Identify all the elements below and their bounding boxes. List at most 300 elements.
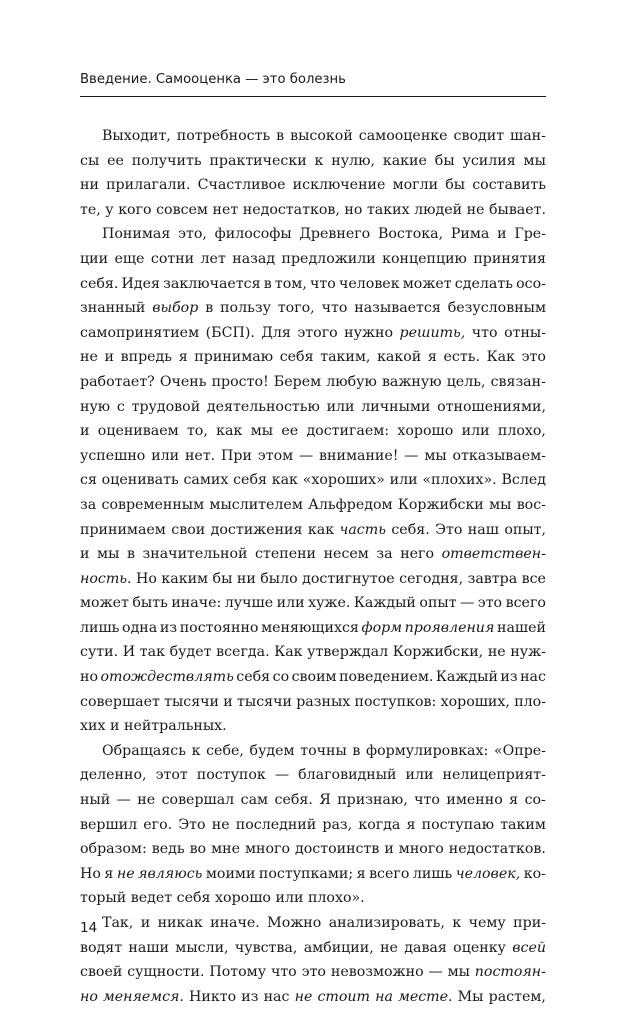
text-line xyxy=(80,690,546,715)
word: за xyxy=(376,546,393,563)
word: — xyxy=(404,447,419,464)
text-line xyxy=(80,542,546,567)
word: Коржибски xyxy=(397,496,484,513)
word: достижения xyxy=(210,521,303,538)
word: «хороших» xyxy=(302,472,385,489)
word: самооценке xyxy=(358,128,448,144)
word: хороших, xyxy=(440,693,510,710)
word: высокой xyxy=(290,128,353,144)
text-line xyxy=(80,886,546,911)
text-line xyxy=(80,788,546,813)
word: бы xyxy=(212,570,233,587)
word: том, xyxy=(274,275,307,292)
word: — xyxy=(428,964,443,981)
word: достоинств xyxy=(295,841,380,858)
word: несем xyxy=(323,546,369,563)
word: наши xyxy=(128,939,169,956)
word: бы xyxy=(434,152,455,169)
word: безусловным xyxy=(447,300,546,317)
word: называется xyxy=(354,300,441,317)
word: ни xyxy=(236,570,256,587)
word: со xyxy=(272,669,290,686)
word: не xyxy=(211,816,230,833)
body-text xyxy=(80,124,546,1009)
word: этот xyxy=(155,767,188,784)
word: ведь xyxy=(151,841,185,858)
word: нейтральных. xyxy=(124,718,227,735)
italic-word: не xyxy=(116,865,135,882)
word: то, xyxy=(186,423,208,440)
italic-word: являюсь xyxy=(138,865,203,882)
word: я xyxy=(406,816,416,833)
word: поступаю xyxy=(421,816,495,833)
word: что xyxy=(471,324,498,341)
word: давая xyxy=(404,939,447,956)
word: раз, xyxy=(322,816,353,833)
word: себя xyxy=(279,349,314,366)
word: лишь xyxy=(412,865,453,882)
italic-word: проявления xyxy=(404,619,495,636)
word: я xyxy=(356,865,366,882)
text-line xyxy=(80,911,546,936)
text-line xyxy=(80,739,546,764)
word: концепцию xyxy=(382,250,467,267)
word: мысли, xyxy=(175,939,229,956)
word: получить xyxy=(131,152,202,169)
word: в xyxy=(276,128,285,144)
word: философы xyxy=(214,226,292,243)
word: может xyxy=(402,275,452,292)
italic-word: ность. xyxy=(80,570,132,587)
word: но xyxy=(80,669,98,686)
word: Альфредом xyxy=(308,496,393,513)
text-line xyxy=(80,936,546,961)
word: я xyxy=(509,792,519,809)
word: — xyxy=(460,595,475,612)
word: ее xyxy=(107,152,124,169)
word: всегда. xyxy=(216,644,270,661)
word: Как xyxy=(274,644,303,661)
word: как xyxy=(271,472,298,489)
word: таким xyxy=(500,816,546,833)
word: мыслителем xyxy=(209,496,303,513)
word: Но xyxy=(80,865,101,882)
word: этом xyxy=(257,447,294,464)
text-line xyxy=(80,395,546,420)
text-line xyxy=(80,321,546,346)
word: в xyxy=(263,275,272,292)
word: и xyxy=(223,693,233,710)
word: Это xyxy=(178,816,206,833)
word: нас xyxy=(263,988,290,1005)
word: недостатков. xyxy=(448,841,546,858)
word: мы xyxy=(447,964,470,981)
word: какой xyxy=(377,349,422,366)
word: когда xyxy=(358,816,401,833)
word: опыт xyxy=(419,595,457,612)
word: работает? xyxy=(80,373,155,390)
word: чувства, xyxy=(234,939,298,956)
word: лучше xyxy=(224,595,274,612)
word: те, xyxy=(80,201,101,218)
text-line xyxy=(80,518,546,543)
word: Выходит, xyxy=(102,128,171,144)
word: своим xyxy=(291,669,337,686)
text-line xyxy=(80,198,546,223)
word: Каждый xyxy=(435,669,498,686)
word: со- xyxy=(524,792,546,809)
word: лишь xyxy=(80,619,120,636)
word: из xyxy=(500,669,518,686)
word: исключение xyxy=(292,177,386,194)
word: и xyxy=(110,718,120,735)
word: иначе: xyxy=(171,595,222,612)
word: таких xyxy=(366,201,410,218)
word: успешно xyxy=(80,447,146,464)
word: лет xyxy=(200,250,226,267)
word: утверждал xyxy=(307,644,389,661)
word: сегодня, xyxy=(399,570,464,587)
word: того, xyxy=(277,300,315,317)
word: самопринятием xyxy=(80,324,200,341)
word: ся xyxy=(80,472,97,489)
word: с xyxy=(116,398,125,415)
text-line xyxy=(80,247,546,272)
word: Идея xyxy=(121,275,160,292)
word: я xyxy=(427,349,437,366)
word: тысячи xyxy=(237,693,292,710)
italic-word: ответствен- xyxy=(441,546,546,563)
word: есть. xyxy=(443,349,480,366)
text-line xyxy=(80,837,546,862)
word: важную xyxy=(381,373,442,390)
word: Вслед xyxy=(501,472,546,489)
word: ную xyxy=(80,398,111,415)
word: Потому xyxy=(209,964,267,981)
italic-word: часть xyxy=(339,521,386,538)
word: Никто xyxy=(189,988,237,1005)
word: или xyxy=(275,890,304,907)
word: Понимая xyxy=(102,226,171,243)
word: себя. xyxy=(274,792,313,809)
word: пло- xyxy=(514,693,546,710)
word: мы xyxy=(250,423,274,440)
word: иначе. xyxy=(210,915,260,931)
word: торый xyxy=(80,890,127,907)
word: И xyxy=(122,644,136,661)
word: за xyxy=(80,496,97,513)
word: ко- xyxy=(523,865,546,882)
text-line xyxy=(80,493,546,518)
word: отны- xyxy=(504,324,546,341)
word: так xyxy=(139,644,165,661)
text-line xyxy=(80,272,546,297)
word: При xyxy=(221,447,252,464)
text-line xyxy=(80,960,546,985)
word: одна xyxy=(122,619,158,636)
word: сотни xyxy=(150,250,195,267)
word: амбиции, xyxy=(303,939,374,956)
word: точны xyxy=(300,742,347,759)
word: благовидный xyxy=(298,767,397,784)
word: людей xyxy=(414,201,463,218)
word: таким, xyxy=(320,349,371,366)
word: всего xyxy=(505,595,546,612)
running-header-title: Введение. Самооценка — это болезнь xyxy=(80,72,346,87)
word: оценку xyxy=(453,939,506,956)
word: сы xyxy=(80,152,100,169)
word: во xyxy=(189,841,207,858)
word: отношениями, xyxy=(437,398,546,415)
word: Это xyxy=(435,521,463,538)
word: совсем xyxy=(156,201,208,218)
text-line xyxy=(80,345,546,370)
text-line xyxy=(80,370,546,395)
word: Счастливое xyxy=(197,177,286,194)
word: образом: xyxy=(80,841,147,858)
word: в xyxy=(352,742,361,759)
word: совершает xyxy=(80,693,160,710)
text-line xyxy=(80,763,546,788)
word: не xyxy=(487,644,506,661)
word: Для xyxy=(261,324,291,341)
word: «плохих». xyxy=(422,472,497,489)
word: могли xyxy=(392,177,439,194)
word: поступками; xyxy=(258,865,354,882)
word: прилагали. xyxy=(106,177,191,194)
italic-word: стоит xyxy=(317,988,370,1005)
word: из xyxy=(241,988,259,1005)
word: впредь xyxy=(120,349,173,366)
word: любую xyxy=(326,373,377,390)
text-line xyxy=(80,296,546,321)
word: это xyxy=(521,349,546,366)
word: ни xyxy=(80,177,99,194)
italic-word: но xyxy=(80,988,98,1005)
word: хорошо xyxy=(215,890,271,907)
word: пользу xyxy=(220,300,271,317)
word: или xyxy=(326,398,355,415)
word: как xyxy=(216,423,243,440)
word: Я xyxy=(319,792,331,809)
word: Так, xyxy=(102,915,134,931)
word: может xyxy=(80,595,129,612)
word: что xyxy=(310,275,336,292)
word: и xyxy=(104,349,114,366)
text-line xyxy=(80,468,546,493)
page-number: 14 xyxy=(80,920,98,936)
text-line xyxy=(80,124,546,149)
word: и xyxy=(384,841,394,858)
italic-word: решить, xyxy=(399,324,466,341)
word: к xyxy=(314,152,324,169)
word: мы xyxy=(523,152,546,169)
word: из xyxy=(159,619,178,636)
word: этого xyxy=(297,324,338,341)
text-line xyxy=(80,173,546,198)
word: и xyxy=(497,226,507,243)
italic-word: форм xyxy=(361,619,402,636)
word: принимаю xyxy=(194,349,274,366)
word: невозможно xyxy=(330,964,424,981)
word: признаю, xyxy=(337,792,408,809)
text-line xyxy=(80,640,546,665)
word: разных xyxy=(296,693,351,710)
word: нелицеприят- xyxy=(442,767,546,784)
word: деленно, xyxy=(80,767,147,784)
word: хих xyxy=(80,718,106,735)
word: свои xyxy=(171,521,206,538)
italic-word: постоян- xyxy=(474,964,546,981)
word: и xyxy=(80,546,90,563)
text-line xyxy=(80,813,546,838)
word: самих xyxy=(183,472,229,489)
word: Рима xyxy=(450,226,490,243)
word: назад xyxy=(232,250,276,267)
word: быть xyxy=(132,595,168,612)
word: его. xyxy=(143,816,173,833)
word: шан- xyxy=(510,128,546,144)
word: бывает. xyxy=(488,201,547,218)
text-line xyxy=(80,862,546,887)
word: него xyxy=(400,546,435,563)
word: оцениваем xyxy=(97,423,179,440)
text-line xyxy=(80,714,546,739)
word: Гре- xyxy=(514,226,546,243)
word: себя xyxy=(236,669,271,686)
word: личными xyxy=(361,398,431,415)
word: себя xyxy=(233,472,267,489)
word: формулировках: xyxy=(366,742,489,759)
word: меняющихся xyxy=(261,619,359,636)
word: вершил xyxy=(80,816,138,833)
word: мы xyxy=(489,496,512,513)
word: Коржибски, xyxy=(392,644,484,661)
word: как xyxy=(307,521,335,538)
word: человек xyxy=(338,275,400,292)
word: Очень xyxy=(159,373,207,390)
header-rule xyxy=(80,96,546,97)
word: к xyxy=(191,742,201,759)
italic-word: выбор xyxy=(152,300,199,317)
italic-word: месте. xyxy=(398,988,453,1005)
word: себя. xyxy=(391,521,430,538)
word: себя xyxy=(176,890,211,907)
word: что xyxy=(270,964,297,981)
word: не xyxy=(137,792,156,809)
word: нет. xyxy=(184,447,216,464)
word: не xyxy=(380,939,398,956)
word: связан- xyxy=(490,373,546,390)
word: опыт, xyxy=(504,521,546,538)
word: к xyxy=(452,915,462,931)
word: оценивать xyxy=(101,472,179,489)
word: анализировать, xyxy=(328,915,445,931)
word: степени xyxy=(255,546,317,563)
word: нуж- xyxy=(510,644,546,661)
word: Каждый xyxy=(353,595,416,612)
word: трудовой xyxy=(131,398,201,415)
word: ведет xyxy=(130,890,173,907)
word: (БСП). xyxy=(205,324,255,341)
word: завтра xyxy=(467,570,518,587)
word: своей xyxy=(80,964,123,981)
word: вос- xyxy=(516,496,546,513)
word: нужно xyxy=(344,324,394,341)
word: водят xyxy=(80,939,123,956)
word: или xyxy=(405,767,434,784)
word: мы xyxy=(424,447,447,464)
word: плохо, xyxy=(497,423,546,440)
word: я xyxy=(104,865,114,882)
word: себя. xyxy=(80,275,119,292)
word: Обращаясь xyxy=(102,742,186,759)
word: будем xyxy=(249,742,295,759)
italic-word: всей xyxy=(512,939,546,956)
word: это xyxy=(301,964,326,981)
word: мне xyxy=(211,841,240,858)
word: при- xyxy=(513,915,546,931)
word: — xyxy=(116,792,131,809)
text-line xyxy=(80,149,546,174)
word: отказываем- xyxy=(452,447,546,464)
word: или xyxy=(461,423,490,440)
word: Но xyxy=(136,570,157,587)
word: кого xyxy=(118,201,152,218)
word: деятельностью xyxy=(206,398,320,415)
word: это, xyxy=(178,226,207,243)
word: Можно xyxy=(267,915,322,931)
word: сделать xyxy=(454,275,513,292)
word: это xyxy=(477,595,503,612)
word: хуже. xyxy=(308,595,351,612)
word: у xyxy=(105,201,114,218)
word: Древнего xyxy=(299,226,371,243)
word: усилия xyxy=(462,152,516,169)
word: что xyxy=(414,792,440,809)
word: никак xyxy=(157,915,203,931)
word: Берем xyxy=(273,373,322,390)
word: растем, xyxy=(488,988,546,1005)
word: Как xyxy=(486,349,515,366)
word: я xyxy=(178,349,188,366)
word: и xyxy=(140,915,151,931)
word: осо- xyxy=(516,275,546,292)
word: но xyxy=(344,201,363,218)
word: постоянно xyxy=(179,619,259,636)
word: — xyxy=(274,767,290,784)
word: ный xyxy=(80,792,111,809)
word: именно xyxy=(446,792,503,809)
text-line xyxy=(80,444,546,469)
word: много xyxy=(244,841,290,858)
word: плохо». xyxy=(307,890,365,907)
word: всего xyxy=(369,865,410,882)
word: совершал xyxy=(161,792,235,809)
word: или xyxy=(389,472,418,489)
word: поступков: xyxy=(354,693,437,710)
word: еще xyxy=(114,250,145,267)
word: сводит xyxy=(453,128,505,144)
word: в xyxy=(205,300,214,317)
word: — xyxy=(299,447,314,464)
italic-word: на xyxy=(375,988,393,1005)
italic-word: меняемся. xyxy=(103,988,184,1005)
word: внимание! xyxy=(319,447,399,464)
word: каким xyxy=(161,570,209,587)
text-line xyxy=(80,419,546,444)
word: значительной xyxy=(142,546,248,563)
